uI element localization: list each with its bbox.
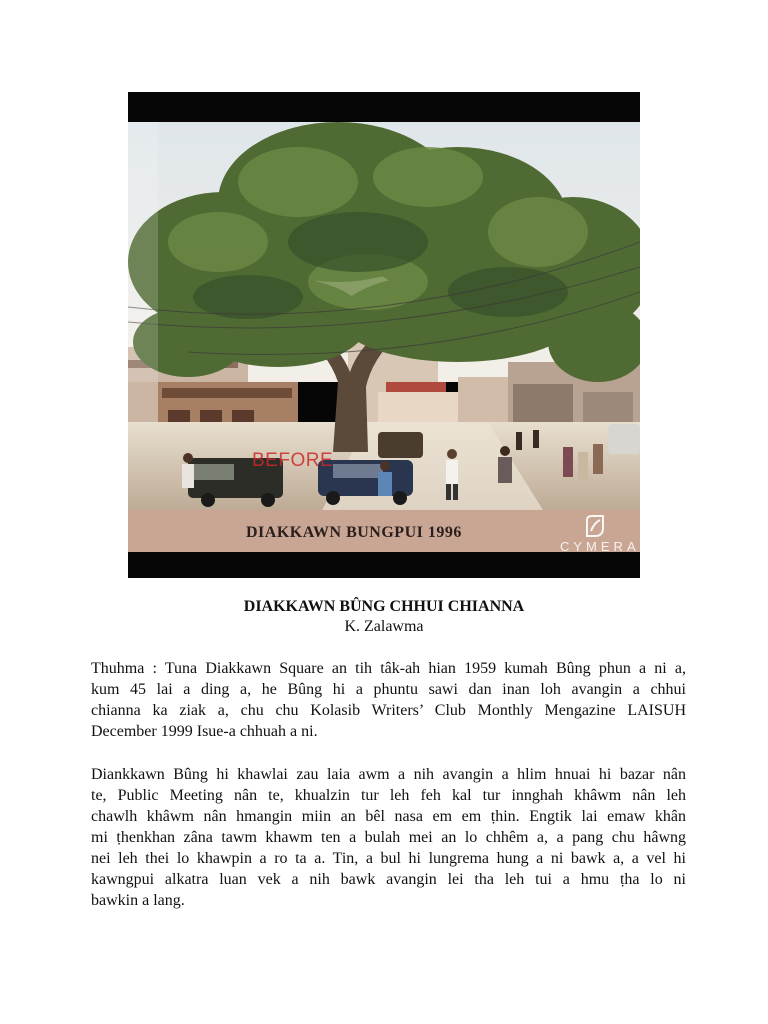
paragraph-line: mi ṭhenkhan zâna tawm khawm ten a bulah mei an lo chhêm a, a pang chu hâwng xyxy=(91,829,686,846)
paragraph-body xyxy=(91,764,686,911)
paragraph-line: chawlh khâwm nân hmangin miin an bêl nasa em em ṭhin. Engtik lai emaw khân xyxy=(91,808,686,825)
paragraph-line: bawkin a lang. xyxy=(91,892,185,909)
paragraph-line: December 1999 Isue-a chhuah a ni. xyxy=(91,723,318,740)
paragraph-line: nei leh thei lo khawpin a ro ta a. Tin, a bul hi lungrema hung a ni bawk a, a vel hi xyxy=(91,850,686,867)
photo-scene xyxy=(128,92,640,578)
paragraph-intro xyxy=(91,658,686,742)
paragraph-line: Thuhma : Tuna Diakkawn Square an tih tâk-ah hian 1959 kumah Bûng phun a ni a, xyxy=(91,660,686,677)
before-overlay-label: BEFORE xyxy=(252,450,334,471)
paragraph-line: kum 45 lai a ding a, he Bûng hi a phuntu sawi dan inan loh avangin a chhui xyxy=(91,681,686,698)
paragraph-line: kawngpui alkatra luan vek a nih bawk avangin lei tha leh tui a hmu ṭha lo ni xyxy=(91,871,686,888)
cymera-watermark: CYMERA xyxy=(560,539,640,554)
paragraph-line: chianna ka ziak a, chu chu Kolasib Writers’ Club Monthly Mengazine LAISUH xyxy=(91,702,686,719)
cymera-logo-icon xyxy=(584,514,606,538)
paragraph-line: Diankkawn Bûng hi khawlai zau laia awm a nih avangin a hlim hnuai hi bazar nân xyxy=(91,766,686,783)
paragraph-line: te, Public Meeting nân te, khualzin tur leh feh kal tur innghah khâwm nân leh xyxy=(91,787,686,804)
article-title: DIAKKAWN BÛNG CHHUI CHIANNA xyxy=(243,598,525,615)
photo-caption: DIAKKAWN BUNGPUI 1996 xyxy=(246,524,462,541)
author-name: K. Zalawma xyxy=(344,618,424,635)
photo xyxy=(128,92,640,578)
